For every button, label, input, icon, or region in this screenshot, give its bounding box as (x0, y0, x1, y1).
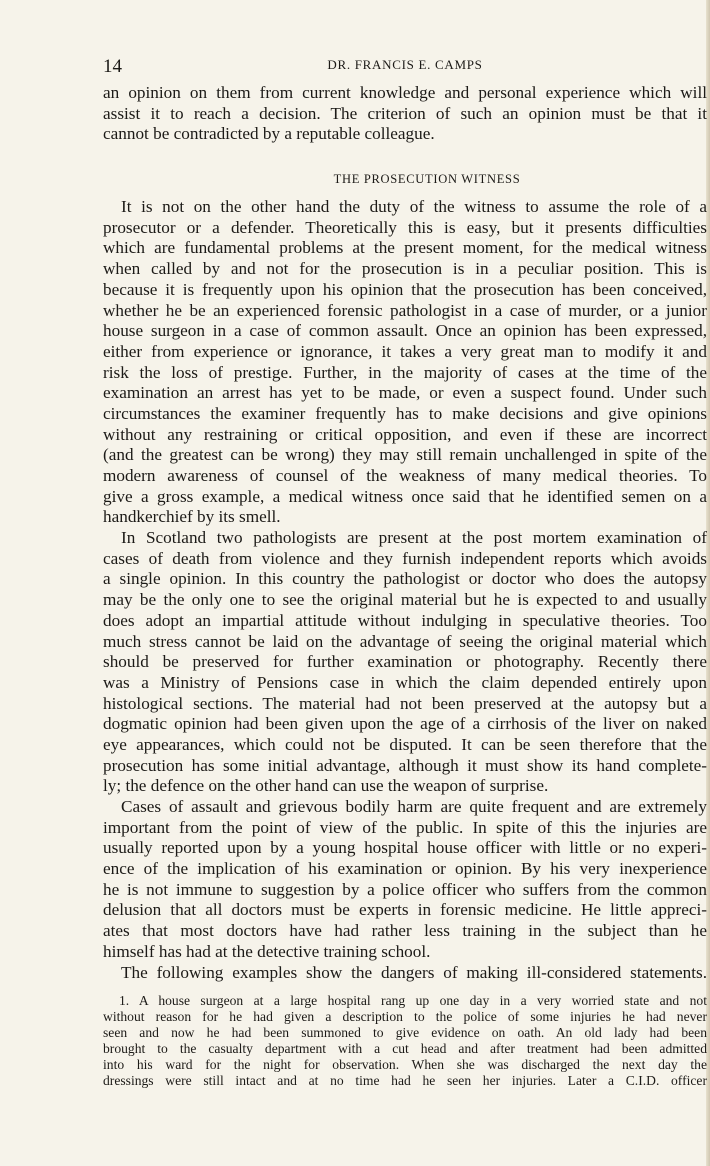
text-line: either from experience or ignorance, it takes a very great man to modify it and (103, 341, 707, 361)
footnote-example-1 (103, 993, 707, 1088)
paragraph-examples (103, 963, 707, 984)
text-line: examination an arrest has yet to be made, or even a suspect found. Under such (103, 383, 707, 403)
text-line: dogmatic opinion had been given upon the age of a cirrhosis of the liver on naked (103, 714, 707, 734)
text-line: does adopt an impartial attitude without indulging in speculative theories. Too (103, 610, 707, 630)
footnote-line: seen and now he had been summoned to give evidence on oath. An old lady had been (103, 1024, 707, 1040)
footnote-line: 1. A house surgeon at a large hospital rang up one day in a very worried state and not (119, 993, 707, 1009)
text-line: It is not on the other hand the duty of the witness to assume the role of a (121, 197, 707, 217)
text-line: may be the only one to see the original material but he is expected to and usually (103, 590, 707, 610)
text-line: house surgeon in a case of common assault. Once an opinion has been expressed, (103, 321, 707, 341)
text-line: Cases of assault and grievous bodily harm are quite frequent and are extremely (121, 797, 707, 816)
text-line: because it is frequently upon his opinion that the prosecution has been conceived, (103, 279, 707, 299)
text-line: risk the loss of prestige. Further, in the majority of cases at the time of the (103, 362, 707, 382)
footnote-line: dressings were still intact and at no time had he seen her injuries. Later a C.I.D. officer (103, 1072, 707, 1088)
text-line: handkerchief by its smell. (103, 507, 281, 527)
text-line: he is not immune to suggestion by a police officer who suffers from the common (103, 879, 707, 899)
text-line: without any restraining or critical opposition, and even if these are incorrect (103, 424, 707, 444)
footnote-line: into his ward for the night for observation. When she was discharged the next day the (103, 1056, 707, 1072)
text-line: cannot be contradicted by a reputable colleague. (103, 124, 435, 144)
text-line: when called by and not for the prosecution is in a peculiar position. This is (103, 259, 707, 279)
paragraph-duty (103, 197, 707, 528)
text-line: himself has had at the detective training school. (103, 941, 431, 961)
text-line: prosecution has some initial advantage, although it must show its hand complete- (103, 755, 707, 775)
text-line: (and the greatest can be wrong) they may still remain unchallenged in spite of the (103, 445, 707, 465)
text-line: ence of the implication of his examination or opinion. By his very inexperience (103, 859, 707, 879)
text-line: The following examples show the dangers of making ill-considered statements. (121, 962, 707, 982)
text-line: much stress cannot be laid on the advantage of seeing the original material which (103, 631, 707, 651)
footnote-line: brought to the casualty department with a cut head and after treatment had been admitted (103, 1040, 707, 1056)
body-text (103, 83, 707, 1089)
text-line: should be preserved for further examination or photography. Recently there (103, 652, 707, 672)
intro-paragraph (103, 83, 707, 145)
text-line: which are fundamental problems at the present moment, for the medical witness (103, 238, 707, 258)
text-line: In Scotland two pathologists are present at the post mortem examination of (121, 528, 707, 548)
text-line: delusion that all doctors must be experts in forensic medicine. He little appreci- (103, 900, 707, 920)
text-line: eye appearances, which could not be disputed. It can be seen therefore that the (103, 734, 707, 754)
text-line: circumstances the examiner frequently has to make decisions and give opinions (103, 403, 707, 423)
text-line: cases of death from violence and they furnish independent reports which avoids (103, 548, 707, 568)
text-line: ly; the defence on the other hand can use the weapon of surprise. (103, 776, 549, 796)
page-number: 14 (103, 56, 122, 77)
text-line: prosecutor or a defender. Theoretically this is easy, but it presents difficulties (103, 217, 707, 237)
text-line: whether he be an experienced forensic pathologist in a case of murder, or a junior (103, 300, 707, 320)
text-line: modern awareness of counsel of the weakness of many medical theories. To (103, 466, 707, 485)
text-line: a single opinion. In this country the pathologist or doctor who does the autopsy (103, 569, 707, 589)
text-line: an opinion on them from current knowledge and personal experience which will (103, 83, 707, 102)
text-line: was a Ministry of Pensions case in which the claim depended entirely upon (103, 672, 707, 692)
paragraph-scotland (103, 528, 707, 797)
text-line: give a gross example, a medical witness once said that he identified semen on a (103, 486, 707, 506)
text-line: important from the point of view of the public. In spite of this the injuries are (103, 817, 707, 837)
text-line: histological sections. The material had not been preserved at the autopsy but a (103, 693, 707, 713)
text-line: usually reported upon by a young hospital house officer with little or no experi- (103, 838, 707, 858)
footnote-line: without reason for he had given a description to the police of some injuries he had never (103, 1009, 707, 1025)
running-head (103, 56, 707, 78)
text-line: ates that most doctors have had rather less training in the subject than he (103, 921, 707, 941)
text-line: assist it to reach a decision. The criterion of such an opinion must be that it (103, 103, 707, 123)
section-heading: THE PROSECUTION WITNESS (333, 172, 521, 187)
paragraph-assault (103, 797, 707, 963)
running-title: DR. FRANCIS E. CAMPS (327, 57, 483, 72)
